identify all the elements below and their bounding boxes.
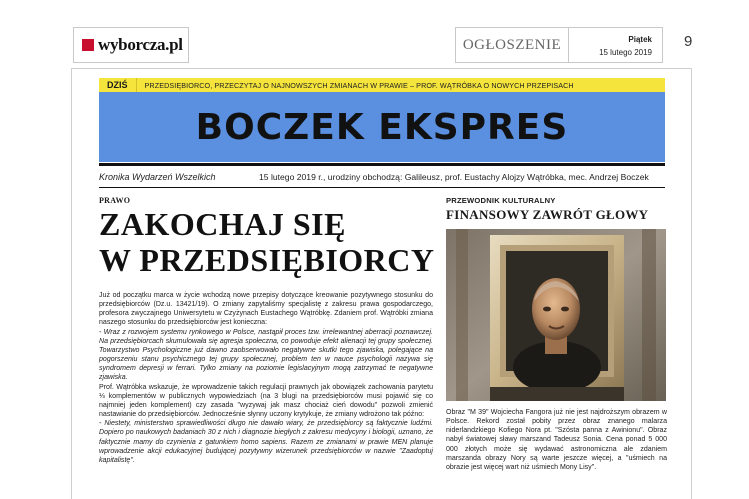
site-logo[interactable] bbox=[73, 27, 189, 63]
headline-line-2: W PRZEDSIĘBIORCY bbox=[99, 242, 435, 278]
masthead-rule bbox=[99, 163, 665, 166]
masthead-title: BOCZEK EKSPRES bbox=[195, 106, 569, 148]
advertisement-label: OGŁOSZENIE bbox=[455, 27, 569, 63]
article-quote: - Niestety, ministerstwo sprawiedliwości długo nie dawało wiary, że przedsiębiorcy są faktycznie ludźmi. Dopiero po naukowych badaniach 30 z nich i diagnozie biegłych z zakresu medycyny i biologii, uznano, że faktycznie mamy do czynienia z gatunkiem homo sapiens. Razem ze zmianami w prawie MEN planuje wprowadzenie akcji edukacyjnej budującej pozytywny wizerunek przedsiębiorców w nazwie "Zaadoptuj kapitalistę". bbox=[99, 420, 433, 464]
masthead-dateline: 15 lutego 2019 r., urodziny obchodzą: Galileusz, prof. Eustachy Alojzy Wątróbka, mec. Andrzej Boczek bbox=[259, 172, 649, 182]
logo-mark-icon bbox=[82, 39, 94, 51]
page-number: 9 bbox=[684, 33, 693, 50]
culture-kicker: PRZEWODNIK KULTURALNY bbox=[446, 196, 556, 205]
teaser-bar[interactable] bbox=[99, 78, 665, 92]
masthead bbox=[99, 92, 665, 162]
issue-date-text: 15 lutego 2019 bbox=[599, 48, 652, 57]
teaser-label: DZIŚ bbox=[99, 78, 137, 92]
logo-text: wyborcza.pl bbox=[98, 35, 183, 54]
issue-day: Piątek bbox=[628, 35, 652, 44]
issue-date bbox=[569, 27, 663, 63]
headline-line-1: ZAKOCHAJ SIĘ bbox=[99, 206, 346, 242]
article-paragraph: Prof. Wątróbka wskazuje, że wprowadzenie takich regulacji prawnych jak obowiązek zachowania parytetu ⅓ komplementów w publicznych wypowiedziach (na 3 blugi na przedsiębiorców musi pojawić się co najmniej jeden komplement) czy zasada "wyzywaj jak masz chociaż cień dowodu" pozwoli zmienić nastawianie do przedsiębiorców. Jednocześnie słynny uczony krytykuje, że zmiany wdrożono tak późno: bbox=[99, 383, 433, 419]
subline-rule bbox=[99, 187, 665, 188]
culture-title: FINANSOWY ZAWRÓT GŁOWY bbox=[446, 207, 649, 222]
article-paragraph: Już od początku marca w życie wchodzą nowe przepisy dotyczące kreowanie pozytywnego stosunku do przedsiębiorców (Dz.u. 13421/19). O zmiany zapytaliśmy specjalistę z zakresu prawa gospodarczego, profesora zwyczajnego Uniwersytetu w Czyżynach Eustachego Wątróbkę. Zdaniem prof. Wątróbki zmiana naszego stosunku do przedsiębiorców jest konieczna: bbox=[99, 292, 433, 327]
teaser-text: PRZEDSIĘBIORCO, PRZECZYTAJ O NAJNOWSZYCH ZMIANACH W PRAWIE – PROF. WĄTRÓBKA O NOWYCH PRZEPISACH bbox=[144, 80, 574, 90]
article-section: PRAWO bbox=[99, 196, 131, 205]
article-quote: - Wraz z rozwojem systemu rynkowego w Polsce, nastąpił proces tzw. irrelewantnej aberracji poznawczej. Na przedsiębiorcach skumulowała się agresja społeczna, co powoduje efekt alienacji tej grupy społecznej. Towarzystwo Psychologiczne już dawno zaobserwowało negatywne skutki tego zjawiska, polegające na pogorszeniu stanu psychicznego tej grupy społecznej, problem ten w nauce psychologii nazywa się syndromem depresji w ferrari. Tylko zmiany na poziomie legislacyjnym mogą zatrzymać te negatywne zjawiska. bbox=[99, 328, 433, 382]
painting-photo bbox=[446, 229, 666, 401]
article-body bbox=[99, 291, 433, 465]
painting-caption: Obraz "M 39" Wojciecha Fangora już nie jest najdroższym obrazem w Polsce. Rekord został pobity przez obraz znanego malarza niderlandzkiego Kofiego Nora pt. "Szósta panna z Awinionu". Obraz nabył światowej sławy marszand Tadeusz Sonia. Cena ponad 5 000 000 złotych może się wydawać astronomiczna ale zdaniem marszanda obrazy Nory są warte jeszcze więcej, a "uśmiech na obrazie jest więcej wart niż uśmiech Mony Lisy". bbox=[446, 409, 667, 471]
masthead-tagline: Kronika Wydarzeń Wszelkich bbox=[99, 172, 216, 182]
article-headline bbox=[99, 206, 439, 278]
framed-portrait-illustration bbox=[446, 229, 666, 401]
